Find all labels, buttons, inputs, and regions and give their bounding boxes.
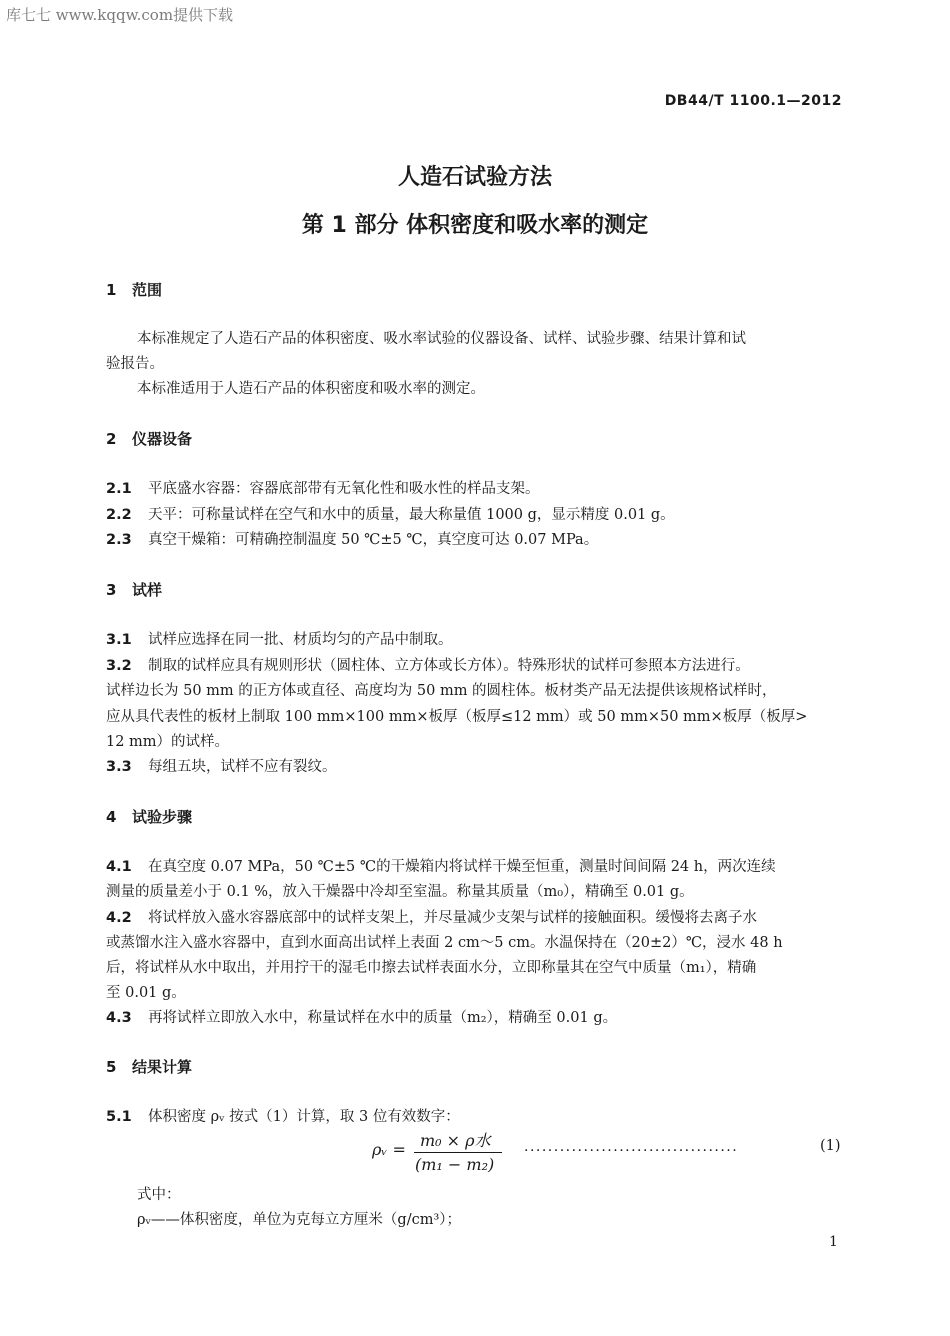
clause-number: 3.2 bbox=[106, 658, 132, 674]
clause-number: 2.2 bbox=[106, 507, 132, 523]
clause-text: 再将试样立即放入水中，称量试样在水中的质量（m₂），精确至 0.01 g。 bbox=[148, 1010, 618, 1026]
clause-3-2 bbox=[106, 654, 750, 675]
document-number: DB44/T 1100.1—2012 bbox=[664, 93, 842, 109]
paragraph: 试样边长为 50 mm 的正方体或直径、高度均为 50 mm 的圆柱体。板材类产品无法提供该规格试样时， bbox=[106, 683, 777, 699]
paragraph: 测量的质量差小于 0.1 %，放入干燥器中冷却至室温。称量其质量（m₀），精确至 0.01 g。 bbox=[106, 884, 694, 900]
paragraph: 本标准规定了人造石产品的体积密度、吸水率试验的仪器设备、试样、试验步骤、结果计算和试 bbox=[137, 331, 746, 347]
clause-text: 体积密度 ρᵥ 按式（1）计算，取 3 位有效数字： bbox=[148, 1109, 460, 1125]
clause-text: 真空干燥箱：可精确控制温度 50 ℃±5 ℃，真空度可达 0.07 MPa。 bbox=[148, 532, 599, 548]
formula-leader-dots: .................................... bbox=[524, 1139, 739, 1155]
fraction-bar bbox=[414, 1152, 502, 1153]
paragraph: 验报告。 bbox=[106, 356, 164, 372]
clause-number: 3.1 bbox=[106, 632, 132, 648]
page-subtitle: 第 1 部分 体积密度和吸水率的测定 bbox=[301, 213, 649, 238]
clause-number: 3.3 bbox=[106, 759, 132, 775]
paragraph: 应从具代表性的板材上制取 100 mm×100 mm×板厚（板厚≤12 mm）或 50 mm×50 mm×板厚（板厚> bbox=[106, 709, 808, 725]
section-title: 试样 bbox=[132, 581, 163, 599]
clause-text: 将试样放入盛水容器底部中的试样支架上，并尽量减少支架与试样的接触面积。缓慢将去离子水 bbox=[148, 910, 757, 926]
clause-number: 4.2 bbox=[106, 910, 132, 926]
clause-text: 平底盛水容器：容器底部带有无氧化性和吸水性的样品支架。 bbox=[148, 481, 540, 497]
clause-number: 4.1 bbox=[106, 859, 132, 875]
section-title: 仪器设备 bbox=[132, 430, 193, 448]
section-number: 4 bbox=[106, 808, 117, 826]
clause-2-1 bbox=[106, 477, 540, 498]
section-number: 2 bbox=[106, 430, 117, 448]
section-heading-1 bbox=[106, 279, 162, 300]
paragraph: 12 mm）的试样。 bbox=[106, 734, 230, 750]
clause-text: 制取的试样应具有规则形状（圆柱体、立方体或长方体）。特殊形状的试样可参照本方法进行。 bbox=[148, 658, 750, 674]
clause-text: 每组五块，试样不应有裂纹。 bbox=[148, 759, 337, 775]
paragraph: 至 0.01 g。 bbox=[106, 985, 186, 1001]
clause-4-2 bbox=[106, 906, 757, 927]
clause-3-3 bbox=[106, 755, 337, 776]
section-number: 1 bbox=[106, 281, 117, 299]
section-heading-4 bbox=[106, 806, 192, 827]
symbol-definition: ρᵥ——体积密度，单位为克每立方厘米（g/cm³）； bbox=[137, 1212, 462, 1228]
paragraph: 后，将试样从水中取出，并用拧干的湿毛巾擦去试样表面水分，立即称量其在空气中质量（m₁），精确 bbox=[106, 960, 757, 976]
clause-3-1 bbox=[106, 628, 453, 649]
paragraph: 或蒸馏水注入盛水容器中，直到水面高出试样上表面 2 cm～5 cm。水温保持在（20±2）℃，浸水 48 h bbox=[106, 935, 783, 951]
watermark-text: 库七七 www.kqqw.com提供下载 bbox=[6, 6, 234, 24]
section-title: 试验步骤 bbox=[132, 808, 193, 826]
clause-number: 2.3 bbox=[106, 532, 132, 548]
clause-text: 在真空度 0.07 MPa，50 ℃±5 ℃的干燥箱内将试样干燥至恒重，测量时间间隔 24 h，两次连续 bbox=[148, 859, 776, 875]
clause-number: 4.3 bbox=[106, 1010, 132, 1026]
clause-text: 天平：可称量试样在空气和水中的质量，最大称量值 1000 g，显示精度 0.01 g。 bbox=[148, 507, 675, 523]
clause-5-1 bbox=[106, 1105, 460, 1126]
section-heading-5 bbox=[106, 1056, 192, 1077]
formula-lhs: ρᵥ = bbox=[372, 1140, 406, 1159]
page-number: 1 bbox=[829, 1234, 838, 1250]
clause-4-3 bbox=[106, 1006, 617, 1027]
page-title: 人造石试验方法 bbox=[397, 165, 552, 190]
section-title: 结果计算 bbox=[132, 1058, 193, 1076]
section-heading-3 bbox=[106, 579, 162, 600]
clause-text: 试样应选择在同一批、材质均匀的产品中制取。 bbox=[148, 632, 453, 648]
section-number: 5 bbox=[106, 1058, 117, 1076]
equation-number: (1) bbox=[820, 1138, 841, 1154]
formula-numerator: m₀ × ρ水 bbox=[420, 1131, 491, 1150]
section-heading-2 bbox=[106, 428, 192, 449]
clause-number: 2.1 bbox=[106, 481, 132, 497]
clause-4-1 bbox=[106, 855, 776, 876]
section-number: 3 bbox=[106, 581, 117, 599]
clause-2-3 bbox=[106, 528, 598, 549]
paragraph: 本标准适用于人造石产品的体积密度和吸水率的测定。 bbox=[137, 381, 485, 397]
formula-denominator: (m₁ − m₂) bbox=[415, 1155, 495, 1174]
section-title: 范围 bbox=[132, 281, 163, 299]
clause-number: 5.1 bbox=[106, 1109, 132, 1125]
where-label: 式中： bbox=[137, 1187, 181, 1203]
clause-2-2 bbox=[106, 503, 675, 524]
